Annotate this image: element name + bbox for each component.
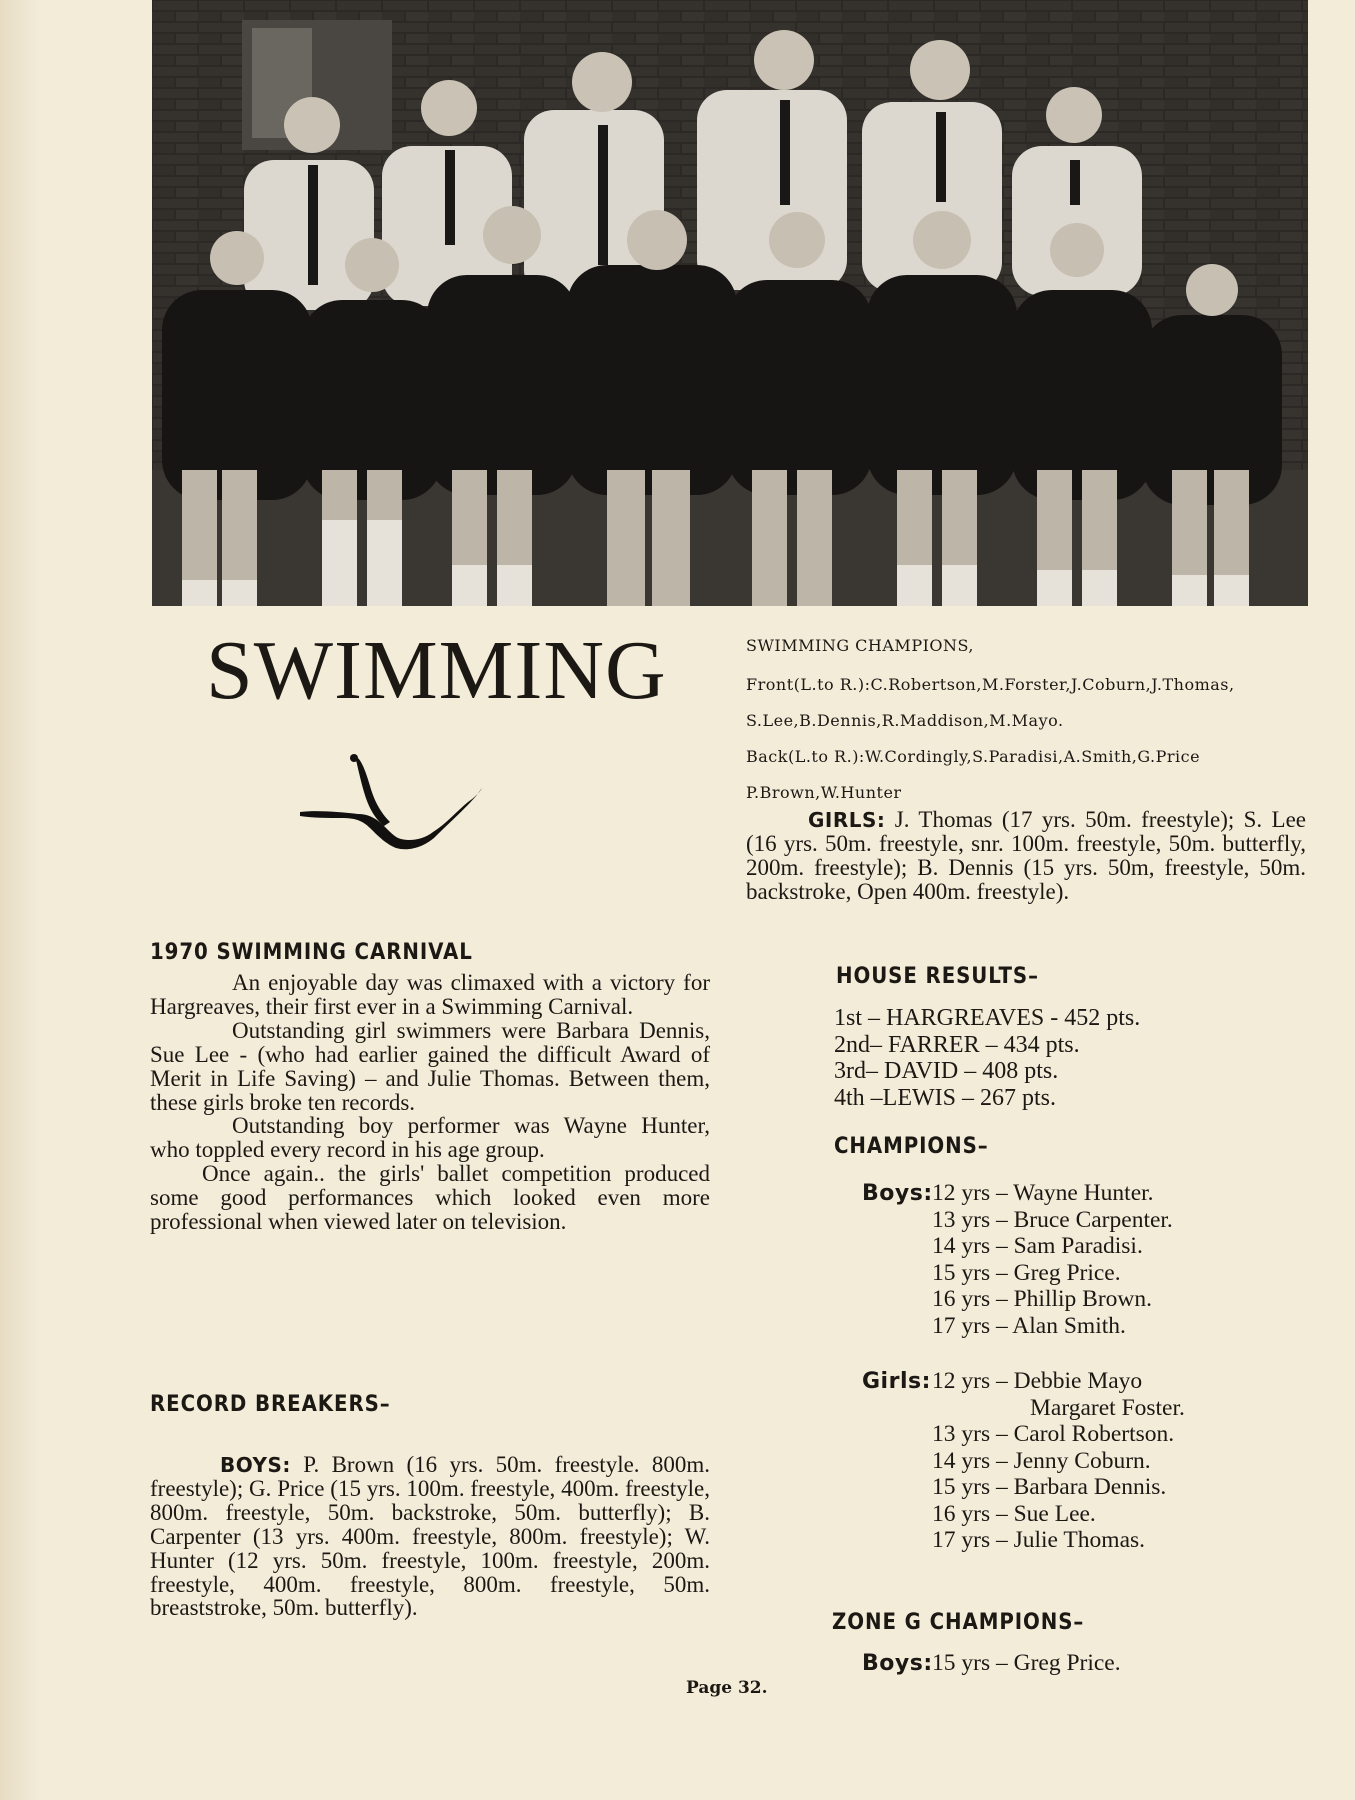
champion-row: 15 yrs – Greg Price. <box>932 1650 1121 1676</box>
house-result-row: 1st – HARGREAVES - 452 pts. <box>834 1005 1141 1031</box>
house-result-row: 4th –LEWIS – 267 pts. <box>834 1084 1056 1111</box>
boys-records-text: P. Brown (16 yrs. 50m. freestyle. 800m. freestyle); G. Price (15 yrs. 100m. freestyle, 400m. freestyle, 800m. freestyle, 50m. backstroke, 50m. butterfly); B. Carpenter (13 yrs. 400m. freestyle, 800m. freestyle); W. Hunter (12 yrs. 50m. freestyle, 100m. freestyle, 200m. freestyle, 400m. freestyle, 800m. freestyle, 50m. breaststroke, 50m. butterfly). <box>150 1452 711 1621</box>
champion-row: 15 yrs – Greg Price. <box>932 1259 1121 1286</box>
champion-row: 12 yrs – Wayne Hunter. <box>932 1180 1154 1206</box>
page-title: SWIMMING <box>206 624 667 717</box>
boys-champions-list <box>932 1180 1173 1339</box>
page-number: Page 32. <box>686 1678 768 1698</box>
girls-records-label: GIRLS: <box>808 808 886 832</box>
champion-row: 13 yrs – Bruce Carpenter. <box>932 1206 1173 1233</box>
boys-records-label: BOYS: <box>220 1453 291 1477</box>
page-edge-shading <box>0 0 40 1800</box>
champion-row: 15 yrs – Barbara Dennis. <box>932 1474 1167 1500</box>
caption-line: Back(L.to R.):W.Cordingly,S.Paradisi,A.Smith,G.Price <box>746 747 1201 766</box>
house-result-row: 2nd– FARRER – 434 pts. <box>834 1031 1080 1058</box>
record-breakers-section <box>150 1392 710 1620</box>
team-photo <box>152 0 1308 606</box>
team-photo-image <box>152 0 1308 606</box>
champion-row: 12 yrs – Debbie Mayo <box>932 1368 1143 1394</box>
girls-records-section <box>746 808 1306 904</box>
boys-champions <box>862 1180 1173 1339</box>
caption-line: S.Lee,B.Dennis,R.Maddison,M.Mayo. <box>746 711 1064 730</box>
champion-row: 14 yrs – Jenny Coburn. <box>932 1447 1151 1474</box>
girls-champions-label: Girls: <box>862 1369 931 1394</box>
carnival-heading: 1970 SWIMMING CARNIVAL <box>150 940 473 965</box>
champion-row: 17 yrs – Julie Thomas. <box>932 1527 1146 1553</box>
boys-champions-label: Boys: <box>862 1181 933 1206</box>
champion-row: 13 yrs – Carol Robertson. <box>932 1421 1175 1447</box>
champion-row: Margaret Foster. <box>1030 1394 1185 1421</box>
champion-row: 14 yrs – Sam Paradisi. <box>932 1233 1143 1259</box>
diver-silhouette-icon <box>298 752 484 852</box>
girls-champions-list <box>932 1368 1185 1554</box>
champion-row: 16 yrs – Phillip Brown. <box>932 1286 1153 1312</box>
boys-records-paragraph <box>150 1453 710 1620</box>
carnival-paragraph: Outstanding boy performer was Wayne Hunter, who toppled every record in his age group. <box>150 1113 710 1163</box>
carnival-paragraph: An enjoyable day was climaxed with a victory for Hargreaves, their first ever in a Swimming Carnival. <box>150 970 710 1019</box>
house-results-list <box>834 1005 1140 1111</box>
zone-g-boys-list <box>932 1650 1121 1677</box>
carnival-paragraph: Once again.. the girls' ballet competition produced some good performances which looked even more professional when viewed later on television. <box>150 1161 710 1235</box>
champion-row: 16 yrs – Sue Lee. <box>932 1500 1096 1527</box>
caption-line: Front(L.to R.):C.Robertson,M.Forster,J.Coburn,J.Thomas, <box>746 675 1235 694</box>
house-results-heading: HOUSE RESULTS– <box>836 964 1039 989</box>
zone-g-heading: ZONE G CHAMPIONS– <box>832 1610 1085 1635</box>
house-result-row: 3rd– DAVID – 408 pts. <box>834 1058 1059 1084</box>
girls-records-paragraph <box>746 808 1306 904</box>
girls-records-text: J. Thomas (17 yrs. 50m. freestyle); S. Lee (16 yrs. 50m. freestyle, snr. 100m. freestyle, 50m. butterfly, 200m. freestyle); B. Dennis (15 yrs. 50m, freestyle, 50m. backstroke, Open 400m. freestyle). <box>746 807 1307 904</box>
caption-title: SWIMMING CHAMPIONS, <box>746 636 974 655</box>
girls-champions <box>862 1368 1185 1554</box>
zone-g-champions <box>862 1650 1121 1677</box>
zone-g-boys-label: Boys: <box>862 1651 933 1676</box>
photo-caption <box>746 636 1336 819</box>
caption-line: P.Brown,W.Hunter <box>746 783 902 802</box>
champion-row: 17 yrs – Alan Smith. <box>932 1312 1126 1339</box>
carnival-paragraph: Outstanding girl swimmers were Barbara Dennis, Sue Lee - (who had earlier gained the difficult Award of Merit in Life Saving) – and Julie Thomas. Between them, these girls broke ten records. <box>150 1017 710 1115</box>
champions-heading: CHAMPIONS– <box>834 1134 989 1159</box>
carnival-section <box>150 940 710 1234</box>
record-breakers-heading: RECORD BREAKERS– <box>150 1392 391 1417</box>
